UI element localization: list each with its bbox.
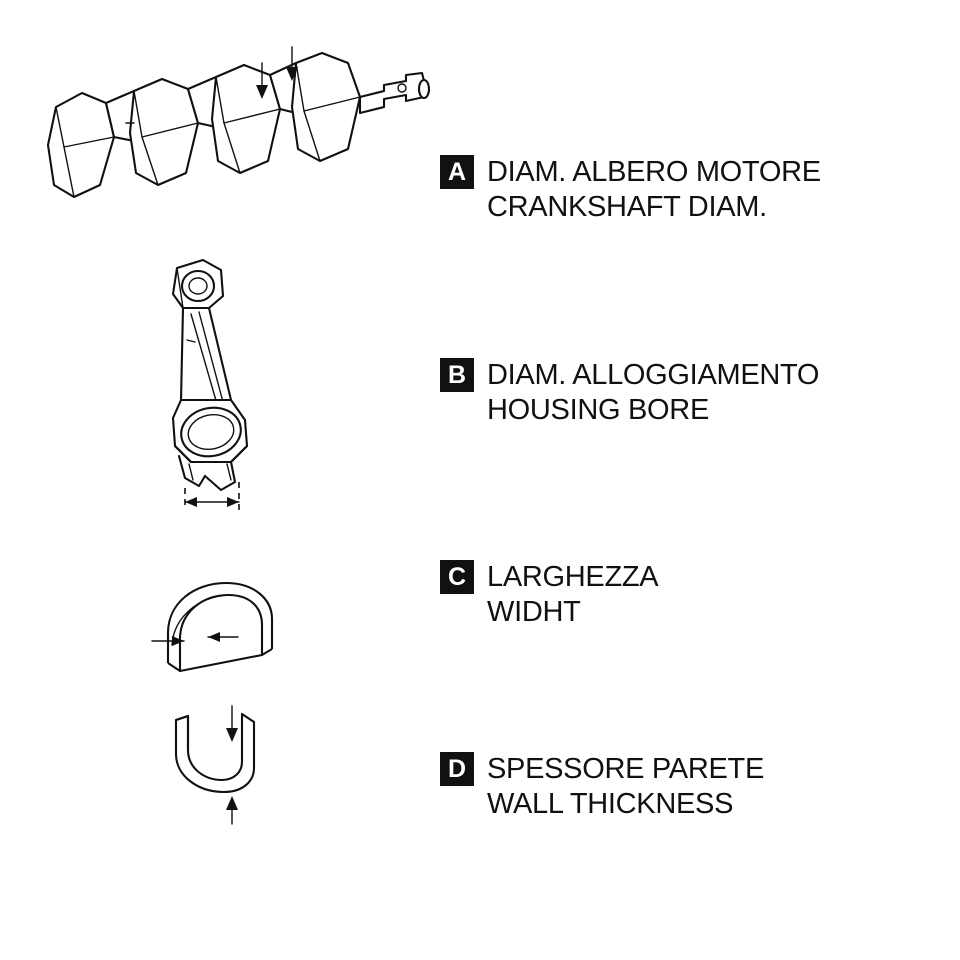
letter-badge-d: D <box>440 752 474 786</box>
label-d-line2: WALL THICKNESS <box>487 788 734 821</box>
label-text-d <box>487 752 764 823</box>
label-text-b <box>487 358 819 429</box>
connecting-rod-illustration <box>135 250 315 510</box>
label-block-d <box>440 752 764 823</box>
label-a-line1: DIAM. ALBERO MOTORE <box>487 156 821 188</box>
label-a-line2: CRANKSHAFT DIAM. <box>487 191 767 224</box>
bearing-shell-thickness-illustration <box>160 700 350 830</box>
label-text-c <box>487 560 658 631</box>
label-block-a <box>440 155 821 226</box>
label-b-line2: HOUSING BORE <box>487 394 709 427</box>
letter-badge-c: C <box>440 560 474 594</box>
label-c-line1: LARGHEZZA <box>487 561 659 593</box>
label-text-a <box>487 155 821 226</box>
label-d-line1: SPESSORE PARETE <box>487 753 764 785</box>
crankshaft-illustration <box>30 45 430 235</box>
label-block-b <box>440 358 819 429</box>
bearing-shell-width-illustration <box>150 575 340 685</box>
label-c-line2: WIDHT <box>487 596 581 629</box>
letter-badge-a: A <box>440 155 474 189</box>
label-b-line1: DIAM. ALLOGGIAMENTO <box>487 359 820 391</box>
letter-badge-b: B <box>440 358 474 392</box>
label-block-c <box>440 560 658 631</box>
